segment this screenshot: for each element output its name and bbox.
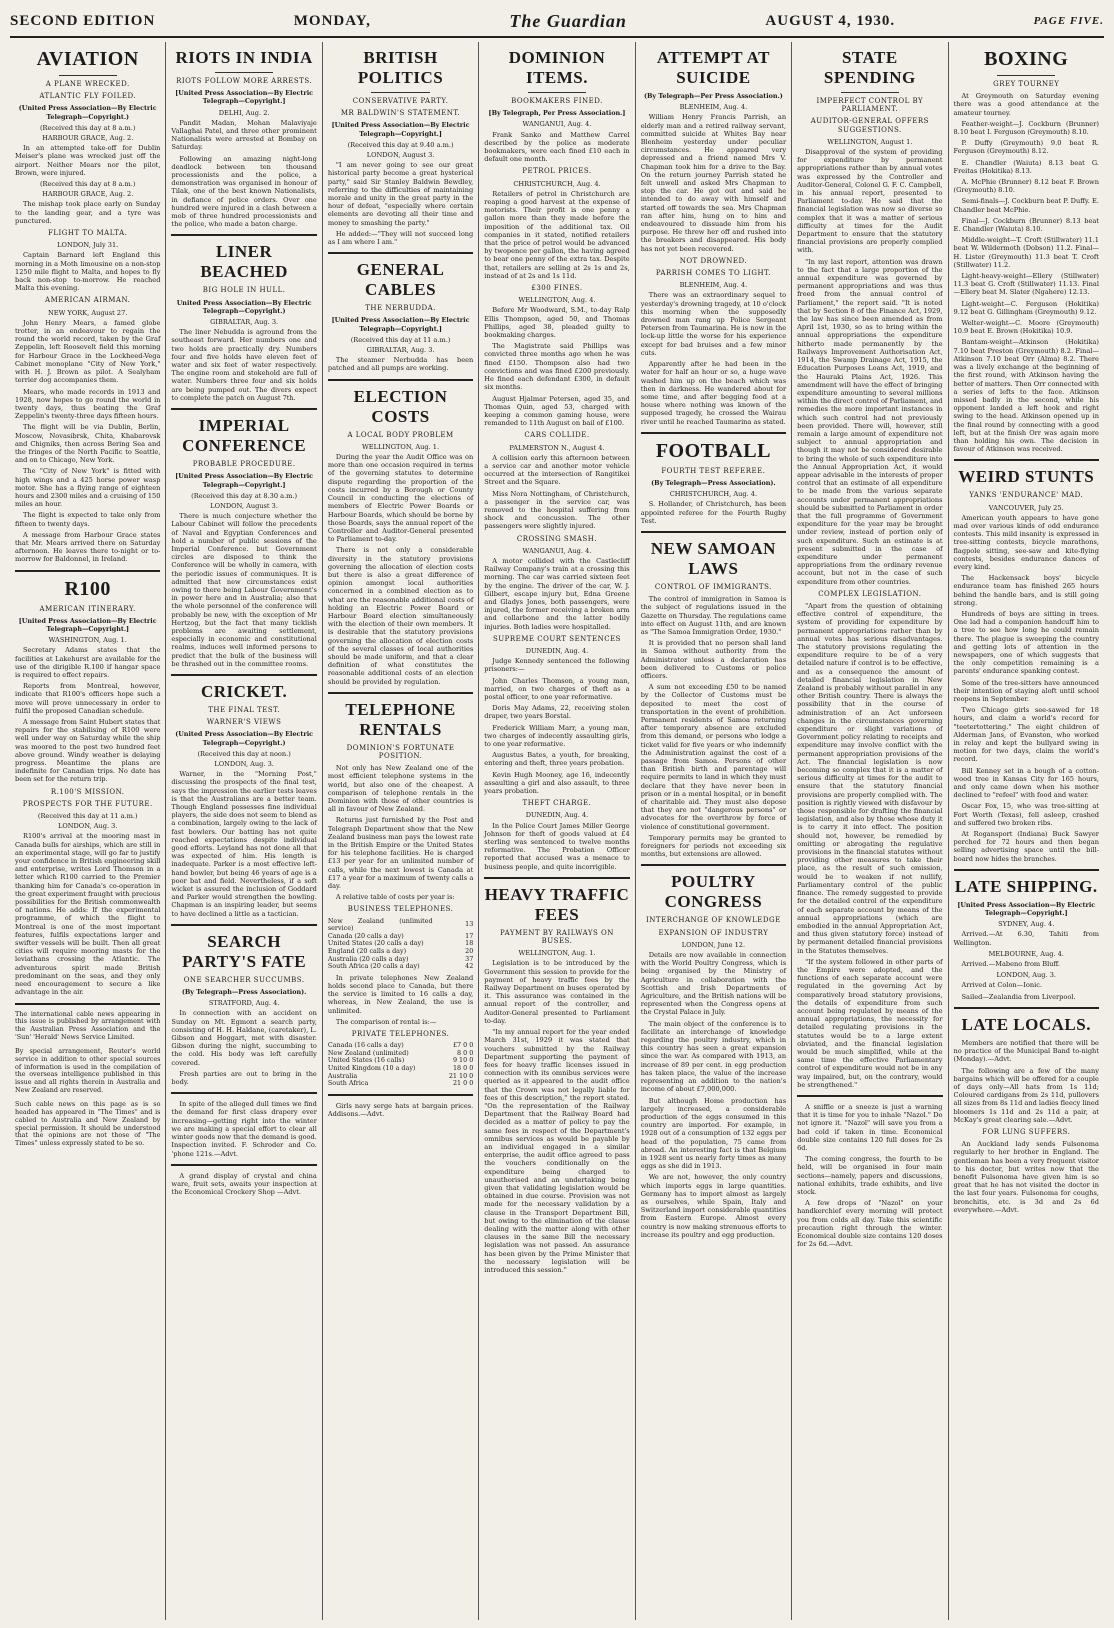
dateline: PALMERSTON N., August 4.	[509, 443, 605, 452]
column-7	[949, 42, 1104, 1620]
table-cell: South Africa (20 calls a day)	[327, 962, 420, 971]
article-paragraph: He added:—"They will not succeed long as I am where I am."	[327, 229, 474, 247]
article-paragraph: Not only has New Zealand one of the most efficient telephone systems in the world, but also one of the cheapest. A comparison of telephone rentals in the Dominion with those of other countries is all in favour of New Zealand.	[327, 764, 474, 814]
article-paragraph: Mears, who made records in 1913 and 1928, now hopes to go round the world in twenty days, thus beating the Graf Zeppelin's twenty-three days fifteen hours.	[15, 387, 161, 421]
divider	[171, 234, 316, 236]
table-cell: 21 10 0	[448, 1071, 474, 1080]
subhead: PRIVATE TELEPHONES.	[351, 1030, 450, 1038]
article-paragraph: A. McPhie (Brunner) 8.12 beat F. Brown (Greymouth) 8.10.	[953, 178, 1099, 195]
article-paragraph: Details are now available in connection with the World Poultry Congress, which is being organised by the Ministry of Agriculture in collaboration with the Scottish and Irish Departments of Agriculture, and the British nations will be represented when the Congress opens at the Crystal Palace in July.	[640, 951, 787, 1017]
dateline: LONDON, Aug. 3.	[996, 971, 1056, 980]
headline-late-locals: LATE LOCALS.	[961, 1014, 1091, 1034]
article-paragraph: The liner Nebudda is aground from the southeast forward. Her numbers one and two holds are practically dry. Numbers four and five holds have eleven feet of water and six feet of water respectively. The engine room and stokehold are full of water. Numbers three four and six holds are being pumped out. The divers expect to complete the patch on August 7th.	[171, 328, 317, 402]
article-paragraph: The coming congress, the fourth to be held, will be organised in four main sections—namely, papers and discussions, national exhibits, trade exhibits, and live stock.	[797, 1155, 943, 1196]
dateline: WANGANUI, Aug. 4.	[522, 120, 592, 129]
divider	[171, 674, 316, 676]
table-cell: Canada (16 calls a day)	[327, 1041, 404, 1050]
article-paragraph: Augustus Bates, a youth, for breaking, entering and theft, three years probation.	[484, 751, 630, 768]
column-1	[10, 42, 166, 1620]
received-note: (Received this day at 11 a.m.)	[350, 335, 451, 344]
article-paragraph: American youth appears to have gone mad over various kinds of odd endurance contests. This mild insanity is expressed in tree-sitting contests, bicycle marathons, flagpole sitting, see-saw and kite-flying contests, besides endurance dances of every kind.	[953, 513, 1099, 571]
article-paragraph: E. Chandler (Waiuta) 8.13 beat G. Freitas (Hokitika) 8.13.	[953, 158, 1099, 175]
article-paragraph: Arrived at Colon—Ionic.	[961, 981, 1042, 990]
column-6	[792, 42, 948, 1620]
headline-dominion: DOMINION ITEMS.	[508, 48, 606, 87]
date-label: AUGUST 4, 1930.	[765, 12, 896, 29]
table-cell: United States (16 calls)	[327, 1056, 405, 1065]
divider	[484, 877, 629, 879]
table-cell: Canada (20 calls a day)	[327, 931, 404, 940]
headline-search-party: SEARCH PARTY'S FATE	[182, 931, 307, 971]
headline-football: FOOTBALL	[655, 439, 771, 462]
headline-riots: RIOTS IN INDIA	[175, 48, 313, 67]
article-paragraph: Apparently after he had been in the water for half an hour or so, a huge wave washed him up on the beach which was then in darkness. He wandered about for some time, and after begging food at a house where nothing was known of the supposed tragedy, he crossed the Wairau river until he reached Taumarina as stated.	[640, 360, 787, 426]
article-paragraph: Warner, in the "Morning Post," discussing the prospects of the final test, says the impression the earlier tests leaves is that the Australians are a better team. Though England possesses fine individual players, the side does not seem to blend as a combination, largely owing to the lack of fast bowlers. Our batting has not quite reached expectations despite individual good efforts. Leyland has not done all that was expected of him. His length is inadequate. Parker is a most effective left-hand bowler, but being 46 years of age is a poor bat and field. Nevertheless, if a soft wicket is assured the inclusion of Goddard and Parker would strengthen the bowling. Chapman is an inspiring leader, but seems to have declined a little as a tactician.	[171, 770, 317, 918]
dateline: GIBRALTAR, Aug. 3.	[366, 346, 435, 355]
article-paragraph: The "City of New York" is fitted with high wings and a 425 horse power wasp motor. She has a flying range of eighteen hours and 2300 miles and a cruising of 150 miles an hour.	[15, 467, 161, 509]
divider	[328, 692, 473, 694]
column-3	[323, 42, 479, 1620]
article-paragraph: Welter-weight—C. Moore (Greymouth) 10.9 beat E. Brown (Hokitika) 10.9.	[953, 319, 1099, 336]
subhead: NOT DROWNED.	[679, 256, 748, 265]
article-paragraph: A motor collided with the Castlecliff Railway Company's train at a crossing this morning. The car was carried sixteen feet by the engine. The driver of the car, W. J. Gilbert, escape injury but, Edna Greene and Gladys Jones, both passengers, were injured, the former receiving a broken arm and collarbone and the latter bodily injuries. Both ladies were hospitalled.	[484, 556, 630, 631]
subhead: SUPREME COURT SENTENCES	[492, 634, 621, 643]
article-paragraph: There was an extraordinary sequel to yesterday's drowning tragedy, at 10 o'clock this morning when the supposedly drowned man rang up Police Sergeant Petersen from Taumarina. He is now in the lock-up little the worse for his experience except for bad bruises and a few minor cuts.	[640, 291, 787, 357]
dateline: LONDON, August 3.	[366, 151, 435, 160]
wire-credit: [United Press Association—By Electric Telegraph—Copyright.]	[175, 472, 314, 489]
article-paragraph: In connection with an accident on Sunday on Mt. Egmont a search party, consisting of H. H. Haldane, (caretaker), L. Gibson and Hoggart, met with disaster. Gibson during the night, succumbing to the cold. His body was left carefully covered.	[171, 1009, 317, 1067]
subhead: FOURTH TEST REFEREE.	[661, 466, 766, 475]
article-paragraph: There is not only a considerable diversity in the statutory provisions governing the allocation of election costs but there is also a great difference of opinion amongst local authorities concerned in a combined election as to what are the reasonable additional costs of holding an Electric Power Board or Harbour Board election simultaneously with the election of their own members. It is desirable that the statutory provisions governing the allocation of election costs of the several classes of local authorities should be made uniform, and that a clear definition of what constitutes the reasonable additional costs of an election should be provided by regulation.	[327, 546, 474, 686]
article-paragraph: The flight will be via Dublin, Berlin, Moscow, Novasibrsk, Chita, Khabarovsk and Chigniks, then across Bering Sea and the fringes of the North Pacific to Seattle, and on to Chicago, New York.	[15, 423, 161, 465]
headline-heavy-traffic: HEAVY TRAFFIC FEES	[484, 884, 630, 924]
dateline: DELHI, Aug. 2.	[218, 108, 270, 117]
article-paragraph: Following an amazing night-long deadlock between ten thousand processionists and the police, a demonstration was organised in honour of Tilak, one of the best known Nationalists, in defiance of police orders. Over one hundred were injured in a clash between a mob of three hundred processionists and the police, who made a baton charge.	[171, 154, 317, 229]
dateline: WASHINGTON, Aug. 1.	[48, 636, 127, 645]
divider	[997, 75, 1055, 76]
article-paragraph: Frank Sanko and Matthew Carrel described by the police as moderate bookmakers, were each fined £10 each in default one month.	[484, 130, 630, 164]
dateline: BLENHEIM, Aug. 4.	[679, 281, 748, 290]
subhead: FOR LUNG SUFFERS.	[982, 1127, 1071, 1136]
dateline: WELLINGTON, August 1.	[827, 137, 913, 146]
subhead: DOMINION'S FORTUNATE POSITION.	[346, 743, 455, 760]
wire-credit: [United Press Association—By Electric Telegraph—Copyright.]	[18, 616, 157, 633]
divider	[171, 1092, 316, 1094]
page-columns	[10, 42, 1104, 1620]
article-paragraph: "In my last report, attention was drawn to the fact that a large proportion of the annual expenditure was governed by permanent appropriations and was thus freed from the annual control of Parliament," the report said. "It is noted that by Section 8 of the Finance Act, 1929, the law has since been amended as from April 1st, 1930, so as to bring within the annual appropriations the expenditure hitherto made permanently by the Railways Improvement Authorisation Act, 1914, the Swamp Drainage Act, 1915, the Education Purposes Loans Act, 1919, and the Hauraki Plains Act, 1926. This amendment will have the effect of bringing expenditure amounting to several millions within the direct control of Parliament, and remedies the more important instances in which such control had not previously been provided. There will, however, still remain a large amount of expenditure not subject to annual appropriation and though it may not be considered desirable to bring the whole of such expenditure into the Annual Appropriation Act, it would appear advisable in the interests of proper control that an estimate of all expenditure to be made from the various separate accounts under permanent appropriations should be submitted to Parliament in order that the full programme of Government expenditure for the year may be brought under review, instead of portion only of such expenditure. Such an estimate is at present submitted in the case of expenditure under permanent appropriations from the ordinary revenue account, but not in the case of such expenditure from other countries.	[797, 257, 943, 586]
table-cell: 18	[465, 939, 474, 948]
article-paragraph: Disapproval of the system of providing for expenditure by permanent appropriations rather than by annual votes was expressed by the Controller and Auditor-General, Colonel G. F. C. Campbell, in his annual report, presented to Parliament to-day. He said that the financial legislation was now so diverse so complex that it was a matter of serious difficulty at times for the Audit Department to ensure that the statutory financial provisions are properly complied with.	[797, 148, 943, 255]
divider	[797, 1095, 942, 1097]
dateline: CHRISTCHURCH, Aug. 4.	[669, 490, 758, 499]
subhead: FLIGHT TO MALTA.	[48, 229, 128, 238]
divider	[328, 252, 473, 254]
subhead: £300 FINES.	[531, 284, 583, 293]
subhead: PARRISH COMES TO LIGHT.	[655, 269, 771, 278]
dateline: LONDON, August 3.	[210, 501, 278, 510]
headline-samoan: NEW SAMOAN LAWS	[650, 538, 776, 578]
wire-credit: [United Press Association—By Electric Telegraph—Copyright.]	[331, 121, 470, 138]
article-paragraph: Captain Barnard left England this morning in a Moth limousine on a non-stop 1250 mile flight to Malta, and hopes to fly back non-stop to-morrow. He reached Malta this evening.	[15, 251, 161, 293]
cable-notice: The international cable news appearing in this issue is published by arrangement with the Australian Press Association and the 'Sun' 'Herald' News Service Limited.	[15, 1009, 161, 1041]
advertisement: A grand display of crystal and china ware, fruit sets, awaits your inspection at the Economical Crockery Shop —Advt.	[171, 1171, 317, 1197]
article-paragraph: The Magistrate said Phillips was convicted three months ago when he was fined £150. Thompson also had two convictions and was fined £200 previously. He fined each defendant £300, in default six months.	[484, 342, 630, 392]
wire-credit: (United Press Association—By Electric Telegraph—Copyright.)	[175, 730, 314, 747]
dateline: WANGANUI, Aug. 4.	[522, 546, 592, 555]
table-cell: England (20 calls a day)	[327, 947, 407, 955]
dateline: HARBOUR GRACE, Aug. 2.	[42, 190, 134, 199]
cable-notice: By special arrangement, Reuter's world service in addition to other special sources of information is used in the compilation of the overseas intelligence published in this issue and all rights therein in Australia and New Zealand are reserved.	[15, 1047, 161, 1095]
article-paragraph: Secretary Adams states that the facilities at Lakehurst are available for the use of the dirigible R.100 if hangar space is required to effect repairs.	[15, 646, 161, 679]
divider	[641, 531, 786, 533]
article-paragraph: A message from Saint Hubert states that repairs for the stabilising of R100 were well under way on Saturday while the ship was moored to the post two hundred feet above ground. Windy weather is delaying progress. Meantime the plans are indefinite for Canadian trips. No date has been set for the return trip.	[15, 718, 161, 784]
wire-credit: (By Telegraph—Press Association).	[181, 988, 307, 997]
subhead: MR BALDWIN'S STATEMENT.	[340, 109, 461, 118]
dateline: GIBRALTAR, Aug. 3.	[210, 318, 279, 327]
divider	[171, 924, 316, 926]
article-paragraph: P. Duffy (Greymouth) 9.0 beat R. Ferguson (Greymouth) 8.12.	[953, 139, 1099, 156]
received-note: (Received this day at 8 a.m.)	[39, 123, 136, 132]
table-cell: Australia (20 calls a day)	[327, 954, 409, 963]
article-paragraph: Doris May Adams, 22, receiving stolen draper, two years Borstal.	[484, 704, 630, 721]
dateline: WELLINGTON, Aug. 4.	[518, 296, 596, 305]
divider	[15, 570, 160, 572]
business-rates-table	[328, 918, 473, 971]
article-paragraph: Some of the tree-sitters have announced their intention of staying aloft until school reopens in September.	[953, 678, 1099, 703]
divider	[641, 864, 786, 866]
subhead: COMPLEX LEGISLATION.	[818, 589, 922, 598]
dateline: NEW YORK, August 27.	[48, 308, 128, 317]
headline-state-spending: STATE SPENDING	[823, 48, 916, 87]
subhead: CARS COLLIDE.	[524, 431, 590, 440]
article-paragraph: Arrived.—Mabeno from Bluff.	[961, 960, 1061, 969]
article-paragraph: In private telephones New Zealand holds second place to Canada, but there the service is limited to 16 calls a day, whereas, in New Zealand, the use is unlimited.	[327, 973, 474, 1015]
subhead: THE NERBUDDA.	[365, 304, 436, 313]
article-paragraph: John Henry Mears, a famed globe trotter, in an endeavour to regain the round the world record, taken by the Graf Zeppelin, left Roosevelt field this morning for Harbour Grace in the Lockheed-Vega Cabinet monoplane "City of New York," with H. J. Brown as pilot. A Sealyham terrier dog accompanies them.	[15, 318, 161, 385]
wire-credit: [By Telegraph, Per Press Association.]	[488, 109, 626, 118]
subhead: PAYMENT BY RAILWAYS ON BUSES.	[500, 928, 614, 946]
article-paragraph: The steamer Nerbudda has been patched and all pumps are working.	[327, 356, 474, 373]
article-paragraph: Members are notified that there will be no practice of the Municipal Band to-night (Monday).—Advt.	[953, 1038, 1099, 1064]
column-2	[166, 42, 322, 1620]
subhead: BOOKMAKERS FINED.	[511, 97, 603, 105]
divider	[328, 379, 473, 381]
table-cell: 37	[465, 954, 474, 963]
table-cell: 21 0 0	[452, 1079, 474, 1088]
article-paragraph: But although Home production has largely increased, a considerable production of the eggs consumed in this country are imported. For example, in 1928 out of a consumption of 132 eggs per head of the population, 75 came from abroad. An interesting fact is that Belgium in 1928 sent us nearly forty times as many eggs as she did in 1913.	[640, 1096, 787, 1171]
table-cell: Australia	[327, 1071, 358, 1080]
article-paragraph: Returns just furnished by the Post and Telegraph Department show that the New Zealand business man pays the lowest rate in the British Empire or the United States for his telephone facilities. He is charged £13 per year for an unlimited number of calls, while the next lowest is Canada at £17 a year for a maximum of twenty calls a day.	[327, 816, 474, 891]
dateline: DUNEDIN, Aug. 4.	[525, 811, 589, 820]
article-paragraph: A collision early this afternoon between a service car and another motor vehicle occurred at the intersection of Rangitikei Street and the Square.	[484, 453, 630, 487]
table-cell: 9 10 0	[452, 1056, 474, 1065]
article-paragraph: John Charles Thomson, a young man, married, on two charges of theft as a postal officer, to one year reformative.	[484, 676, 630, 701]
subhead: AMERICAN ITINERARY.	[39, 604, 136, 613]
divider	[215, 72, 273, 73]
wire-credit: [United Press Association—By Electric Telegraph—Copyright.]	[957, 900, 1096, 918]
divider	[954, 459, 1099, 461]
subhead: GREY TOURNEY	[993, 80, 1060, 88]
subhead: RIOTS FOLLOW MORE ARRESTS.	[176, 77, 313, 85]
table-row	[328, 1080, 473, 1088]
subhead: CROSSING SMASH.	[516, 534, 598, 543]
dateline: CHRISTCHURCH, Aug. 4.	[513, 179, 601, 188]
headline-boxing: BOXING	[984, 48, 1069, 70]
article-paragraph: A relative table of costs per year is:	[335, 893, 455, 902]
table-cell: 42	[465, 962, 474, 971]
table-cell: 13	[465, 920, 474, 929]
article-paragraph: "I am never going to see our great historical party become a great hysterical party," said Sir Stanley Baldwin Bewdley, referring to the difficulties of maintaining morale and unity in the great party in the hour of defeat, "especially where certain elements are devoting all their time and money to smashing the party."	[327, 161, 474, 227]
article-paragraph: During the year the Audit Office was on more than one occasion required in terms of the governing statutes to determine dispute regarding the proportion of the costs incurred by a Borough or County Council in conducting the elections of members of Electric Power Boards or Harbour Boards, which should be borne by those Boards, says the annual report of the Controller and Auditor-General presented to Parliament to-day.	[327, 453, 474, 544]
divider	[171, 1164, 316, 1166]
table-cell: 17	[465, 931, 474, 940]
wire-credit: United Press Association—By Electric Telegraph—Copyright.)	[176, 298, 312, 315]
article-paragraph: In an attempted take-off for Dublin Meiser's plane was wrecked just off the airport. Neither Mears nor the pilot, Brown, were injured.	[15, 144, 161, 177]
article-paragraph: "In my annual report for the year ended March 31st, 1929 it was stated that vouchers submitted by the Railway Department supporting the payment of fees for heavy traffic licenses issued in connection with its omnibus services were queried as it appeared to the audit office that the Crown was not legally liable for fees of this description," the report stated. "On the representation of the Railway Department that the Railway Board had decided as a matter of policy to pay the same fees in respect of the Department's omnibus services as would be payable by an individual engaged in a similar enterprise, the audit office agreed to pass the vouchers conditionally on the expenditure being charged to unauthorised and an undertaking being given that validating legislation would be obtained in due course. Provision was not made for the necessary validation by a clause in the Transport Department Bill, but owing to the elimination of the clause dealing with the matter along with other clauses in the same Bill the necessary legislation was not passed. An assurance has been given by the Prime Minister that the necessary legislation will be introduced this session."	[484, 1028, 630, 1274]
subhead: AUDITOR-GENERAL OFFERS SUGGESTIONS.	[810, 117, 929, 134]
article-paragraph: August Hjalmar Petersen, aged 35, and Thomas Quin, aged 53, charged with keeping a common gaming house, were remanded to 11th August on bail of £100.	[484, 394, 630, 428]
subhead: THE FINAL TEST.	[208, 705, 280, 714]
article-paragraph: "If the system followed in other parts of the Empire were adopted, and the functions of each separate account were regulated in the governing Act by comparatively broad statutory provisions, the details of expenditure from such account being regulated by means of the annual appropriations, the necessity for detailed regulating provisions in the statutes would be to a large extent obviated, and the financial legislation would be much simplified, while at the same time the effective Parliamentary control of expenditure would not be in any way impaired, but, on the contrary, would be strengthened."	[797, 957, 943, 1089]
headline-liner: LINER BEACHED	[200, 242, 288, 282]
advertisement: In spite of the alleged dull times we find the demand for first class drapery ever increasing—getting right into the winter we are making a special effort to clear all winter goods now that the demand is good. Inspection invited. F. Schroder and Co. 'phone 121s.—Advt.	[171, 1100, 317, 1158]
subhead: YANKS 'ENDURANCE' MAD.	[969, 491, 1084, 500]
subhead: PETROL PRICES.	[522, 167, 592, 176]
article-paragraph: The main object of the conference is to facilitate an interchange of knowledge regarding the poultry industry, which in this country has seen a great expansion since the war. As compared with 1913, an increase of 89 per cent. in egg production has taken place, the value of the increase representing an addition to the nation's income of about £7,000,000.	[640, 1019, 787, 1094]
article-paragraph: A message from Harbour Grace states that Mr. Mears arrived there on Saturday afternoon. He leaves there to-night or to-morrow for Baldonnel, in Ireland.	[15, 530, 161, 564]
subhead: A LOCAL BODY PROBLEM	[347, 430, 454, 439]
dateline: SYDNEY, Aug. 4.	[998, 920, 1055, 929]
dateline: BLENHEIM, Aug. 4.	[679, 103, 748, 112]
newspaper-title: The Guardian	[509, 10, 627, 31]
headline-imperial: IMPERIAL CONFERENCE	[182, 416, 307, 456]
dateline: MELBOURNE, Aug. 4.	[988, 949, 1064, 958]
table-cell: 20	[465, 947, 474, 955]
article-paragraph: A sum not exceeding £50 to be named by the Collector of Customs must be deposited to meet the cost of transportation in the event of prohibition. Permanent residents of Samoa returning after temporary absence are excluded from this demand, or persons who lodge a ticket valid for five years or who indemnify the Administration against the cost of a passage from Samoa. Persons of other than British birth and parentage will require permits to land in which they must declare that they have never been in prison or in a mental hospital, or in benefit of charitable aid. They must also depose that they are not "dangerous persons" or advocates for the overthrow by force of violence of constitutional government.	[640, 683, 787, 831]
article-paragraph: Final—J. Cockburn (Brunner) 8.13 beat E. Chandler (Waiuta) 8.10.	[953, 216, 1099, 234]
wire-credit: [United Press Association—By Electric Telegraph—Copyright.]	[331, 316, 470, 333]
article-paragraph: R100's arrival at the mooring mast in Canada bulls for airships, which are still in an experimental stage, will go far to justify your confidence in British engineering skill and enterprise, writes Lord Thomson in a letter which R100 carried to the Premier thanking him for Canada's co-operation in the great experiment fraught with precious possibilities for the British commonwealth of nations. He adds: If the experimental programme, of which the flight to Montreal is one of the most important features, fulfils expectations larger and swifter vessels will be built. Then all great cities will require mooring masts for the leviathans crossing the Atlantic. The adventurous spirit made British predominant on the seas, and they only need encouragement to secure a like advantage in the air.	[15, 832, 161, 997]
headline-late-shipping: LATE SHIPPING.	[954, 876, 1098, 896]
subhead: CONTROL OF IMMIGRANTS.	[654, 582, 772, 591]
divider	[371, 92, 429, 93]
subhead: INTERCHANGE OF KNOWLEDGE	[646, 916, 781, 925]
dateline: LONDON, June 12.	[681, 940, 746, 949]
subhead: THEFT CHARGE.	[522, 799, 592, 808]
table-cell: United Kingdom (10 a day)	[327, 1063, 416, 1072]
divider	[59, 75, 117, 76]
headline-cables: GENERAL CABLES	[356, 260, 445, 300]
article-paragraph: Legislation is to be introduced by the Government this session to provide for the payment of heavy traffic fees by the Railway Department on buses operated by it. This assurance was contained in the annual report of the controller, and Auditor-General presented to Parliament to-day.	[484, 959, 630, 1025]
dateline: STRATFORD, Aug. 4.	[208, 999, 280, 1008]
advertisement: The following are a few of the many bargains which will be offered for a couple of days only—All hats from 1s 11d; Coloured cardigans from 2s 11d, pullovers all sizes from 8s 11d and ladies fleecy lined bloomers 1s 11d and 2s 11d a pair, at McKay's great clearing sale.—Advt.	[953, 1066, 1099, 1124]
dateline: HARBOUR GRACE, Aug. 2.	[42, 134, 134, 143]
article-paragraph: Semi-finals—J. Cockburn beat P. Duffy. E. Chandler beat McPhie.	[953, 197, 1099, 214]
received-note: (Received this day at noon.)	[197, 749, 291, 758]
received-note: (Received this day at 9.40 a.m.)	[347, 140, 454, 149]
subhead: R.100'S MISSION.	[50, 787, 125, 796]
dateline: VANCOUVER, July 25.	[988, 503, 1064, 512]
headline-aviation: AVIATION	[36, 48, 139, 70]
received-note: (Received this day at 8 a.m.)	[39, 180, 136, 189]
cable-notice: Such cable news on this page as is so headed has appeared in "The Times" and is cabled to Australia and New Zealand by special permission. It should be understood that the opinions are not those of "The Times" unless expressly stated to be so.	[15, 1100, 161, 1148]
article-paragraph: Oscar Fox, 15, who was tree-sitting at Fort Worth (Texas), fell asleep, crashed and suffered two broken ribs.	[953, 802, 1099, 827]
subhead: WARNER'S VIEWS	[206, 718, 282, 727]
article-paragraph: Reports from Montreal, however, indicate that R100's officers hope such a move will prove unnecessary in order to fulfil the proposed Canadian schedule.	[15, 682, 161, 715]
subhead: ATLANTIC FLY FOILED.	[39, 92, 137, 101]
article-paragraph: Sailed—Zealandia from Liverpool.	[961, 992, 1076, 1001]
article-paragraph: The comparison of rental is:—	[335, 1017, 437, 1026]
table-cell: 18 0 0	[452, 1063, 474, 1072]
article-paragraph: Frederick William Marr, a young man, two charges of indecently assaulting girls, to one year reformative.	[484, 723, 630, 749]
divider	[15, 1003, 160, 1005]
article-paragraph: William Henry Francis Parrish, an elderly man and a retired railway servant, committed suicide at Whites Bay near Blenheim yesterday under peculiar circumstances. He appeared very depressed and a friend named Mrs V. Chapman took him for a drive to the Bay. On the return journey Parrish stated he felt unwell and asked Mrs Chapman to stop the car. He got out and said he intended to do away with himself and started off towards the sea. Mrs Chapman ran after him, hung on to him and endeavoured to dissuade him from his purpose. He threw her off and rushed into the breakers and disappeared. His body has not yet been recovered.	[640, 113, 787, 253]
article-paragraph: It is provided that no person shall land in Samoa without authority from the Administrator unless a declaration has been delivered to Customs or police officers.	[640, 639, 787, 680]
dateline: LONDON, July 31.	[57, 241, 119, 250]
subhead: EXPANSION OF INDUSTRY	[658, 928, 769, 937]
article-paragraph: Middle-weight—T. Croft (Stillwater) 11.1 beat W. Wildermoth (Dobson) 11.2. Final—H. Lister (Greymouth) 11.3 beat T. Croft (Stillwater) 11.2.	[953, 236, 1099, 269]
private-rates-table	[328, 1042, 473, 1088]
column-4	[479, 42, 635, 1620]
divider	[954, 1007, 1099, 1009]
wire-credit: (By Telegraph—Press Association).	[651, 478, 776, 487]
table-cell: South Africa	[327, 1079, 369, 1088]
advertisement: A few drops of "Nazol" on your handkerchief every morning will protect you from colds all day. Take this scientific precaution right through the winter. Economical double size contains 120 doses for 2s 6d.—Advt.	[797, 1199, 943, 1249]
subhead: BUSINESS TELEPHONES.	[347, 905, 454, 914]
table-cell: £7 0 0	[452, 1041, 474, 1050]
article-paragraph: Hundreds of boys are sitting in trees. One lad had a companion handcuff him to a tree to see how long he could remain there. The plague is sweeping the country and getting lots of attention in the newspapers, one of which suggests that the only competition remaining is a parents' endurance spanking contest.	[953, 609, 1099, 676]
article-paragraph: The flight is expected to take only from fifteen to twenty days.	[15, 511, 161, 528]
table-cell: 8 0 0	[457, 1048, 474, 1057]
article-paragraph: The control of immigration in Samoa is the subject of regulations issued in the Gazette on Thursday. The regulations came into effect on August 11th, and are known as "The Samoa Immigration Order, 1930."	[640, 595, 787, 636]
headline-cricket: CRICKET.	[200, 681, 288, 701]
article-paragraph: "Apart from the question of obtaining effective control of expenditure, the system of providing for expenditure by permanent appropriations rather than by annual votes has serious disadvantages. The statutory provisions regulating the expenditure require to be of a very detailed nature if control is to be effective, and as a consequence the amount of detailed financial legislation in New Zealand is probably without parallel in any other British country. There is always the possibility that in the course of administration of an Act unforseen changes in the circumstances governing expenditure or slight variations of Government policy relating to receipts and expenditure may involve conflict with the permanent appropriation provisions of the Act. The financial legislation is now becoming so complex that it is a matter of serious difficulty at times for the audit to ensure that the statutory financial provisions are properly complied with. The position is rightly viewed with disfavour by those responsible for drafting the financial legislation, and also by those whose duty it is to carry it into effect. The position should not, however, be remedied by omitting or abrogating the regulative provisions in the financial statutes without providing other measures to take their place, as the result of such omission, would be to weaken if not nullify, Parliamentary control of the public finance. The remedy suggested to provide for the detailed control of the expenditure of each separate account by means of the annual appropriations (which are embodied in the annual Appropriation Act, and thus given statutory force) instead of by permanent detailed financial provisions in the Statutes themselves.	[797, 601, 943, 955]
divider	[528, 92, 586, 93]
article-paragraph: Miss Nora Nottingham, of Christchurch, a passenger in the service car, was removed to the hospital suffering from shock and concussion. The other passengers were slightly injured.	[484, 489, 630, 531]
divider	[841, 92, 899, 93]
article-paragraph: Judge Kennedy sentenced the following prisoners:—	[484, 657, 630, 674]
edition-label: SECOND EDITION	[10, 12, 156, 29]
article-paragraph: Light-weight—C. Ferguson (Hokitika) 9.12 beat G. Gillingham (Greymouth) 9.12.	[953, 299, 1099, 316]
day-label: MONDAY,	[293, 12, 371, 29]
headline-telephone: TELEPHONE RENTALS	[345, 699, 456, 739]
article-paragraph: The mishap took place early on Sunday to the landing gear, and a tyre was punctured.	[15, 200, 161, 225]
received-note: (Received this day at 8.30 a.m.)	[191, 491, 298, 500]
wire-credit: (United Press Association—By Electric Telegraph—Copyright.)	[18, 104, 157, 121]
article-paragraph: At Rogansport (Indiana) Buck Sawyer perched for 72 hours and then began selling advertising space until the bill-board now hides the branches.	[953, 830, 1099, 863]
table-cell: New Zealand (unlimited)	[327, 1048, 409, 1057]
divider	[641, 432, 786, 434]
article-paragraph: S. Hollander, of Christchurch, has been appointed referee for the Fourth Rugby Test.	[640, 500, 787, 525]
dateline: LONDON, Aug. 3.	[214, 759, 274, 768]
article-paragraph: We are not, however, the only country which imports eggs in large quantities. Germany has to import almost as largely as ourselves, while Spain, Italy and Switzerland import considerable quantities from Eastern Europe. Almost every country is now making strenuous efforts to increase its poultry and egg production.	[640, 1173, 787, 1239]
divider	[954, 869, 1099, 871]
article-paragraph: Bantam-weight—Atkinson (Hokitika) 7.10 beat Preston (Greymouth) 8.2. Final—Atkinson 7.10 beat Orr (Alma) 8.2. There was a lively exchange at the beginning of the first round, with Atkinson having the better of matters. Then Orr connected with a series of lefts to the face. Atkinson missed badly in the second, while his opponent landed a left hook and right swing to the head. Atkinson opened up in the final round by connecting with a good left, but at the finish Orr was again more than holding his own. The decision in favour of Atkinson was received.	[953, 338, 1099, 454]
table-row	[328, 963, 473, 971]
subhead: CONSERVATIVE PARTY.	[352, 97, 449, 105]
headline-election: ELECTION COSTS	[353, 386, 448, 426]
article-paragraph: Bill Kenney set in a bough of a cotton-wood tree in Kansas City for 165 hours, and only came down when his mother declined to "refeel" with food and water.	[953, 766, 1099, 800]
table-row	[328, 918, 473, 933]
advertisement: An Auckland lady sends Fulsonoma regularly to her brother in England. The gentleman has been a very frequent visitor to his doctor, but writes now that the benefit Fulsonoma have given him is so great that he has not visited the doctor in the last four years. Fulsonoma for coughs, bronchitis, etc. is 3d and 2s 6d everywhere.—Advt.	[953, 1140, 1099, 1214]
article-paragraph: Temporary permits may be granted to foreigners for periods not exceeding six months, but extensions are allowed.	[640, 833, 787, 859]
advertisement: A sniffle or a sneeze is just a warning that it is time for you to inhale "Nazol." Do not ignore it. "Nazol" will save you from a bad cold if taken in time. Economical double size contains 120 full doses for 2s 6d.	[797, 1102, 943, 1152]
table-cell: New Zealand (unlimited service)	[327, 916, 433, 933]
subhead: IMPERFECT CONTROL BY PARLIAMENT.	[816, 97, 924, 114]
subhead: A PLANE WRECKED.	[45, 80, 130, 88]
article-paragraph: There is much conjecture whether the Labour Cabinet will follow the precedents of Naval and Egyptian Conferences and hold a number of public sessions of the Imperial Conference. but Government circles are disposed to think the Conference will be wholly in camera, with the periodic issues of communiques. It is admitted that new circumstances exist owing to there being Labour Government's in power here and in Australia; also that the whole personnel of the conference will probably be new, with the exception of Mr Hertzog, but the fact that many ticklish problems are awaiting settlement, especially in economic and constitutional realms, induces well informed persons to predict that the bulk of the business will be thrashed out in the committee rooms.	[171, 512, 317, 668]
received-note: (Received this day at 11 a.m.)	[37, 812, 138, 821]
subhead: PROSPECTS FOR THE FUTURE.	[22, 799, 153, 808]
dateline: WELLINGTON, Aug. 1.	[362, 442, 440, 451]
table-cell: United States (20 calls a day)	[327, 939, 424, 948]
advertisement: Girls navy serge hats at bargain prices. Addisons.—Advt.	[327, 1101, 474, 1118]
wire-credit: [United Press Association—By Electric Telegraph—Copyright.]	[175, 89, 314, 106]
article-paragraph: Arrived.—At 6.30, Tahiti from Wellington.	[953, 930, 1099, 947]
divider	[171, 408, 316, 410]
headline-r100: R100	[64, 577, 111, 600]
headline-poultry: POULTRY CONGRESS	[664, 872, 763, 912]
column-5	[636, 42, 792, 1620]
subhead: PROBABLE PROCEDURE.	[192, 460, 296, 469]
subhead: ONE SEARCHER SUCCUMBS.	[183, 975, 305, 984]
dateline: LONDON, Aug. 3.	[57, 822, 118, 831]
page-number: PAGE FIVE.	[1033, 15, 1104, 27]
article-paragraph: The Hackensack boys' bicycle endurance team has finished 265 hours behind the handle bars, and is still going strong.	[953, 574, 1099, 607]
article-paragraph: In the Police Court James Miller George Johnson for theft of goods valued at £4 sterling was sentenced to twelve months reformative. The Probation Officer reported that accused was a menace to business people, and quite incorrigible.	[484, 821, 630, 871]
article-paragraph: Retailers of petrol in Christchurch are reaping a good harvest at the expense of motorists. Their profit is one penny a gallon more than they made before the imposition of the additional tax. Oil companies in it stated, notified retailers that the price of petrol would be advanced by twopence per gallon, the having agreed to bear one penny of the extra tax. Despite that, retailers are selling at 2s 1s and 2s, instead of at 2s and 1s 11d.	[484, 189, 630, 280]
subhead: AMERICAN AIRMAN.	[45, 296, 131, 305]
article-paragraph: At Greymouth on Saturday evening there was a good attendance at the amateur tourney.	[953, 92, 1099, 117]
wire-credit: (By Telegraph—Per Press Association.)	[644, 92, 783, 100]
dateline: DUNEDIN, Aug. 4.	[525, 646, 589, 655]
article-paragraph: Before Mr Woodward, S.M., to-day Ralp Ellis Thompson, aged 50, and Thomas Phillips, aged 38, pleaded guilty to bookmaking charges.	[484, 306, 630, 340]
article-paragraph: Two Chicago girls see-sawed for 18 hours, and claim a world's record for "teetertottering." The eight children of Alderman Jans, of Evanston, who worked in relay and kept the bullyard swing in motion for two days, claim the world's record.	[953, 706, 1099, 764]
headline-suicide: ATTEMPT AT SUICIDE	[656, 48, 770, 87]
article-paragraph: Fresh parties are out to bring in the body.	[171, 1069, 317, 1087]
dateline: WELLINGTON, Aug. 1.	[518, 949, 596, 958]
article-paragraph: Pandit Madan, Mohan Malaviyaje Vallaghai Patel, and three other prominent Nationalists were arrested at Bombay on Saturday.	[171, 118, 317, 152]
subhead: BIG HOLE IN HULL.	[202, 286, 286, 295]
masthead	[10, 6, 1104, 38]
article-paragraph: Light-heavy-weight—Ellery (Stillwater) 11.3 beat G. Croft (Stillwater) 11.13. Final—Ellery beat M. Slater (Ngahere) 12.13.	[953, 272, 1099, 297]
article-paragraph: Feather-weight—J. Cockburn (Brunner) 8.10 beat I. Ferguson (Greymouth) 8.10.	[953, 119, 1099, 137]
headline-weird-stunts: WEIRD STUNTS	[958, 467, 1095, 487]
article-paragraph: Kevin Hugh Mooney, age 16, indecently assaulting a girl and also assault, to three years probation.	[484, 770, 630, 796]
divider	[328, 1094, 473, 1096]
headline-politics: BRITISH POLITICS	[357, 48, 444, 87]
